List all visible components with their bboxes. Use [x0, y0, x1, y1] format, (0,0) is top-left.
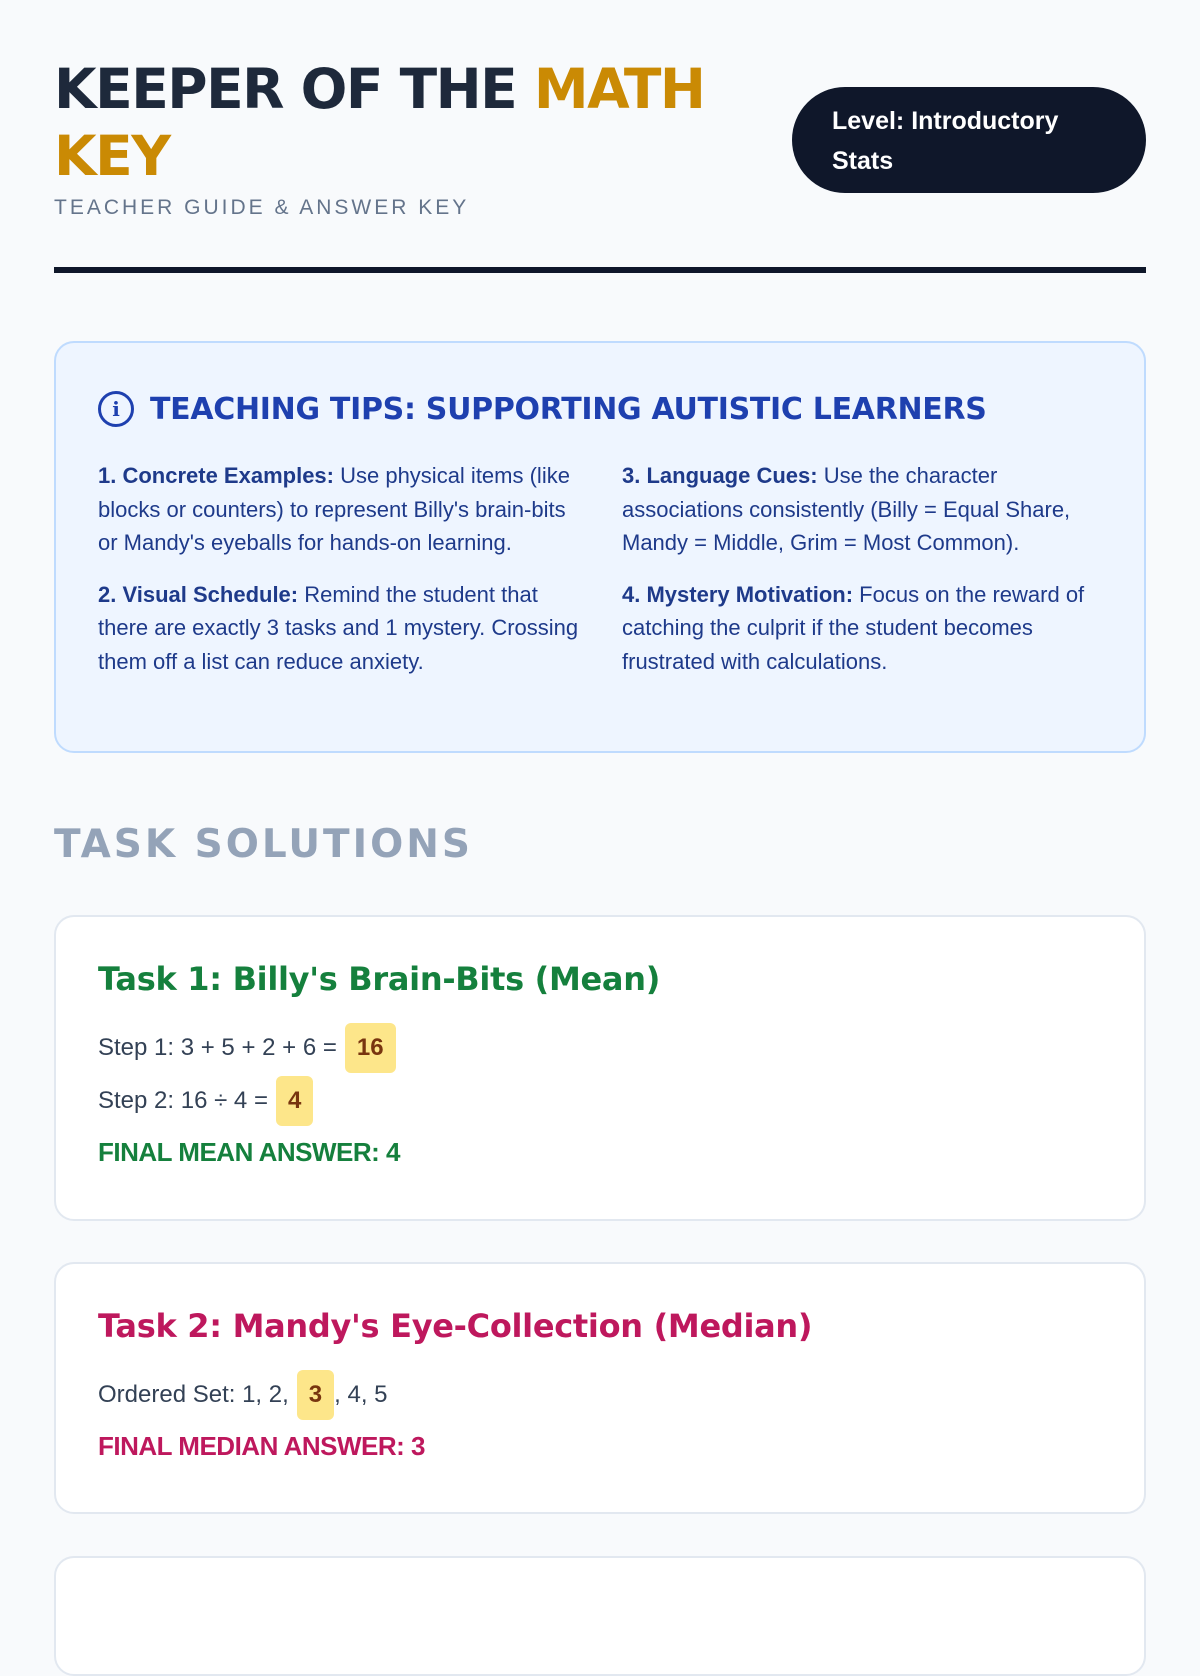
- header-divider: [54, 267, 1146, 273]
- set-prefix: Ordered Set: 1, 2,: [98, 1381, 289, 1408]
- step-text: Step 1: 3 + 5 + 2 + 6 =: [98, 1034, 337, 1061]
- tip-text: Use physical items (like blocks or counters) to represent Billy's brain-bits or Mandy's eyeballs for hands-on learning.: [98, 463, 570, 555]
- title-accent: MATH KEY: [54, 57, 705, 188]
- task-title: Task 1: Billy's Brain-Bits (Mean): [98, 960, 661, 998]
- tips-header: [98, 389, 1104, 429]
- tip-visual-schedule: [98, 578, 584, 679]
- section-heading: TASK SOLUTIONS: [54, 822, 474, 867]
- task-step-1: [98, 1023, 1104, 1073]
- info-icon: i: [98, 391, 134, 427]
- task-card-1: [54, 915, 1146, 1221]
- answer-highlight: 4: [276, 1076, 313, 1126]
- tip-text: Remind the student that there are exactly 3 tasks and 1 mystery. Crossing them off a list can reduce anxiety.: [98, 581, 579, 674]
- level-badge: Level: Introductory Stats: [792, 87, 1146, 193]
- tip-label: 1. Concrete Examples:: [98, 463, 334, 488]
- set-suffix: , 4, 5: [334, 1381, 388, 1408]
- page-subtitle: TEACHER GUIDE & ANSWER KEY: [54, 196, 470, 219]
- title-main: KEEPER OF THE: [54, 57, 534, 121]
- tips-grid: [98, 459, 1104, 678]
- answer-highlight: 3: [297, 1370, 334, 1420]
- task-card-3: [54, 1556, 1146, 1676]
- tip-label: 4. Mystery Motivation:: [622, 581, 854, 607]
- tip-text: Focus on the reward of catching the culprit if the student becomes frustrated with calculations.: [622, 581, 1085, 674]
- ordered-set: [98, 1370, 1104, 1420]
- answer-highlight: 16: [345, 1023, 396, 1073]
- final-answer: FINAL MEAN ANSWER: 4: [98, 1137, 400, 1167]
- tip-label: 3. Language Cues:: [622, 463, 818, 488]
- page-header: [54, 0, 1146, 274]
- tip-language-cues: [622, 459, 1108, 560]
- final-answer: FINAL MEDIAN ANSWER: 3: [98, 1431, 425, 1461]
- task-card-2: [54, 1262, 1146, 1514]
- tip-label: 2. Visual Schedule:: [98, 581, 299, 607]
- tip-mystery-motivation: [622, 578, 1108, 679]
- page-title: [54, 56, 754, 190]
- tip-concrete-examples: [98, 459, 584, 560]
- step-text: Step 2: 16 ÷ 4 =: [98, 1087, 268, 1114]
- tips-title: TEACHING TIPS: SUPPORTING AUTISTIC LEARNERS: [150, 391, 987, 427]
- task-step-2: [98, 1076, 1104, 1126]
- task-title: Task 2: Mandy's Eye-Collection (Median): [98, 1307, 813, 1345]
- teaching-tips-box: [54, 341, 1146, 753]
- tip-text: Use the character associations consistently (Billy = Equal Share, Mandy = Middle, Grim = Most Common).: [622, 463, 1071, 555]
